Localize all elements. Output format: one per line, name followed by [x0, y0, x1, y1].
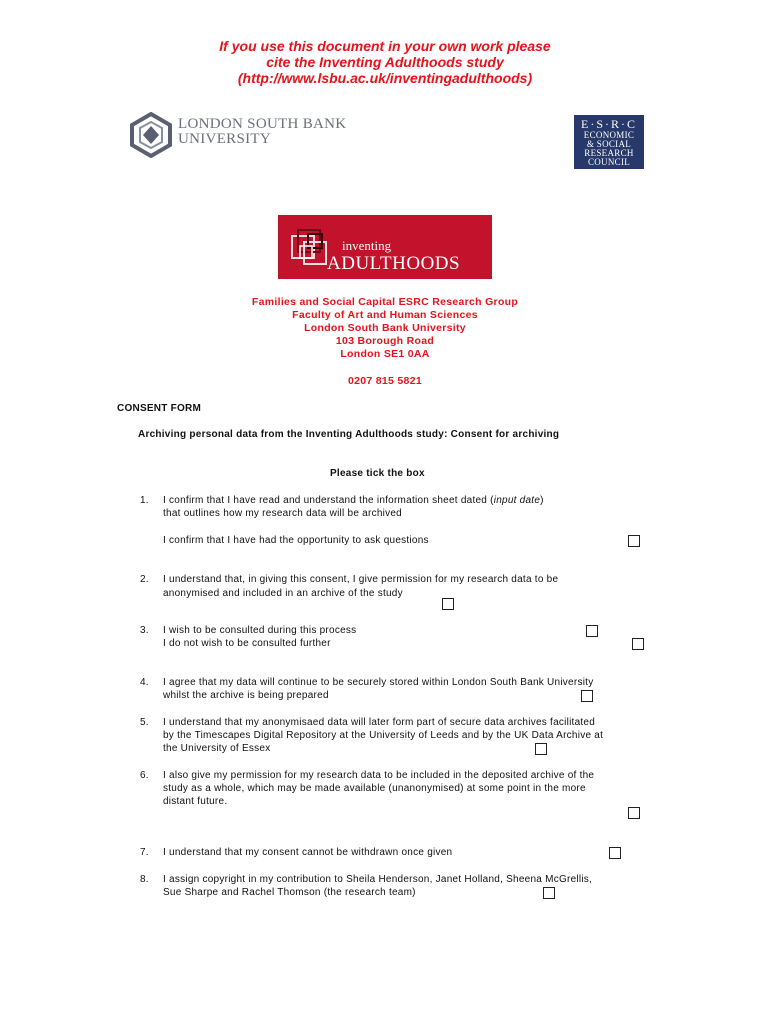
item-7-line-1: I understand that my consent cannot be withdrawn once given	[163, 847, 453, 858]
item-4-line-2: whilst the archive is being prepared	[163, 690, 329, 701]
item-6-line-2: study as a whole, which may be made available (unanonymised) at some point in the more	[163, 783, 586, 794]
checkbox-5[interactable]	[535, 743, 547, 755]
address-city: London SE1 0AA	[340, 348, 430, 360]
checkbox-7[interactable]	[609, 847, 621, 859]
item-4-number: 4.	[140, 677, 149, 688]
address-university: London South Bank University	[304, 322, 466, 334]
item-2-line-1: I understand that, in giving this consent, I give permission for my research data to be	[163, 574, 559, 585]
checkbox-2[interactable]	[442, 598, 454, 610]
checkbox-1[interactable]	[628, 535, 640, 547]
item-3-number: 3.	[140, 625, 149, 636]
lsbu-logo-icon	[128, 112, 174, 158]
item-2-line-2: anonymised and included in an archive of the study	[163, 588, 403, 599]
checkbox-4[interactable]	[581, 690, 593, 702]
item-8-line-1: I assign copyright in my contribution to Sheila Henderson, Janet Holland, Sheena McGrellis,	[163, 874, 593, 885]
ia-logo-big-text: ADULTHOODS	[327, 253, 461, 274]
esrc-logo: E·S·R·C ECONOMIC & SOCIAL RESEARCH COUNCIL	[574, 115, 644, 169]
checkbox-6[interactable]	[628, 807, 640, 819]
item-1-line-1: I confirm that I have read and understand the information sheet dated (input date)	[163, 495, 544, 506]
item-6-line-3: distant future.	[163, 796, 228, 807]
item-3-line-2: I do not wish to be consulted further	[163, 638, 331, 649]
item-7-number: 7.	[140, 847, 149, 858]
item-6-line-1: I also give my permission for my research data to be included in the deposited archive of the	[163, 770, 595, 781]
checkbox-8[interactable]	[543, 887, 555, 899]
form-instruction: Please tick the box	[330, 468, 425, 479]
item-2-number: 2.	[140, 574, 149, 585]
address-street: 103 Borough Road	[335, 335, 435, 347]
item-8-number: 8.	[140, 874, 149, 885]
form-heading: CONSENT FORM	[117, 403, 202, 414]
item-1-line-3: I confirm that I have had the opportunity to ask questions	[163, 535, 429, 546]
checkbox-3a[interactable]	[586, 625, 598, 637]
citation-line-1: If you use this document in your own work please	[219, 38, 551, 54]
item-6-number: 6.	[140, 770, 149, 781]
item-8-line-2: Sue Sharpe and Rachel Thomson (the research team)	[163, 887, 416, 898]
address-phone: 0207 815 5821	[348, 375, 422, 387]
citation-line-2: cite the Inventing Adulthoods study	[266, 54, 504, 70]
lsbu-logo-text: LONDON SOUTH BANK UNIVERSITY	[178, 116, 347, 147]
item-5-number: 5.	[140, 717, 149, 728]
item-5-line-3: the University of Essex	[163, 743, 271, 754]
item-4-line-1: I agree that my data will continue to be securely stored within London South Bank University	[163, 677, 594, 688]
interlocking-squares-icon	[290, 226, 332, 270]
item-5-line-2: by the Timescapes Digital Repository at the University of Leeds and by the UK Data Archive at	[163, 730, 604, 741]
item-1-number: 1.	[140, 495, 149, 506]
form-subheading: Archiving personal data from the Inventing Adulthoods study: Consent for archiving	[138, 429, 560, 440]
address-group: Families and Social Capital ESRC Research Group	[251, 296, 519, 308]
item-1-line-2: that outlines how my research data will be archived	[163, 508, 402, 519]
item-3-line-1: I wish to be consulted during this process	[163, 625, 357, 636]
ia-logo-small-text: inventing	[342, 238, 392, 253]
citation-link[interactable]: (http://www.lsbu.ac.uk/inventingadulthoods)	[237, 70, 533, 86]
checkbox-3b[interactable]	[632, 638, 644, 650]
item-5-line-1: I understand that my anonymisaed data will later form part of secure data archives facilitated	[163, 717, 596, 728]
address-faculty: Faculty of Art and Human Sciences	[292, 309, 478, 321]
